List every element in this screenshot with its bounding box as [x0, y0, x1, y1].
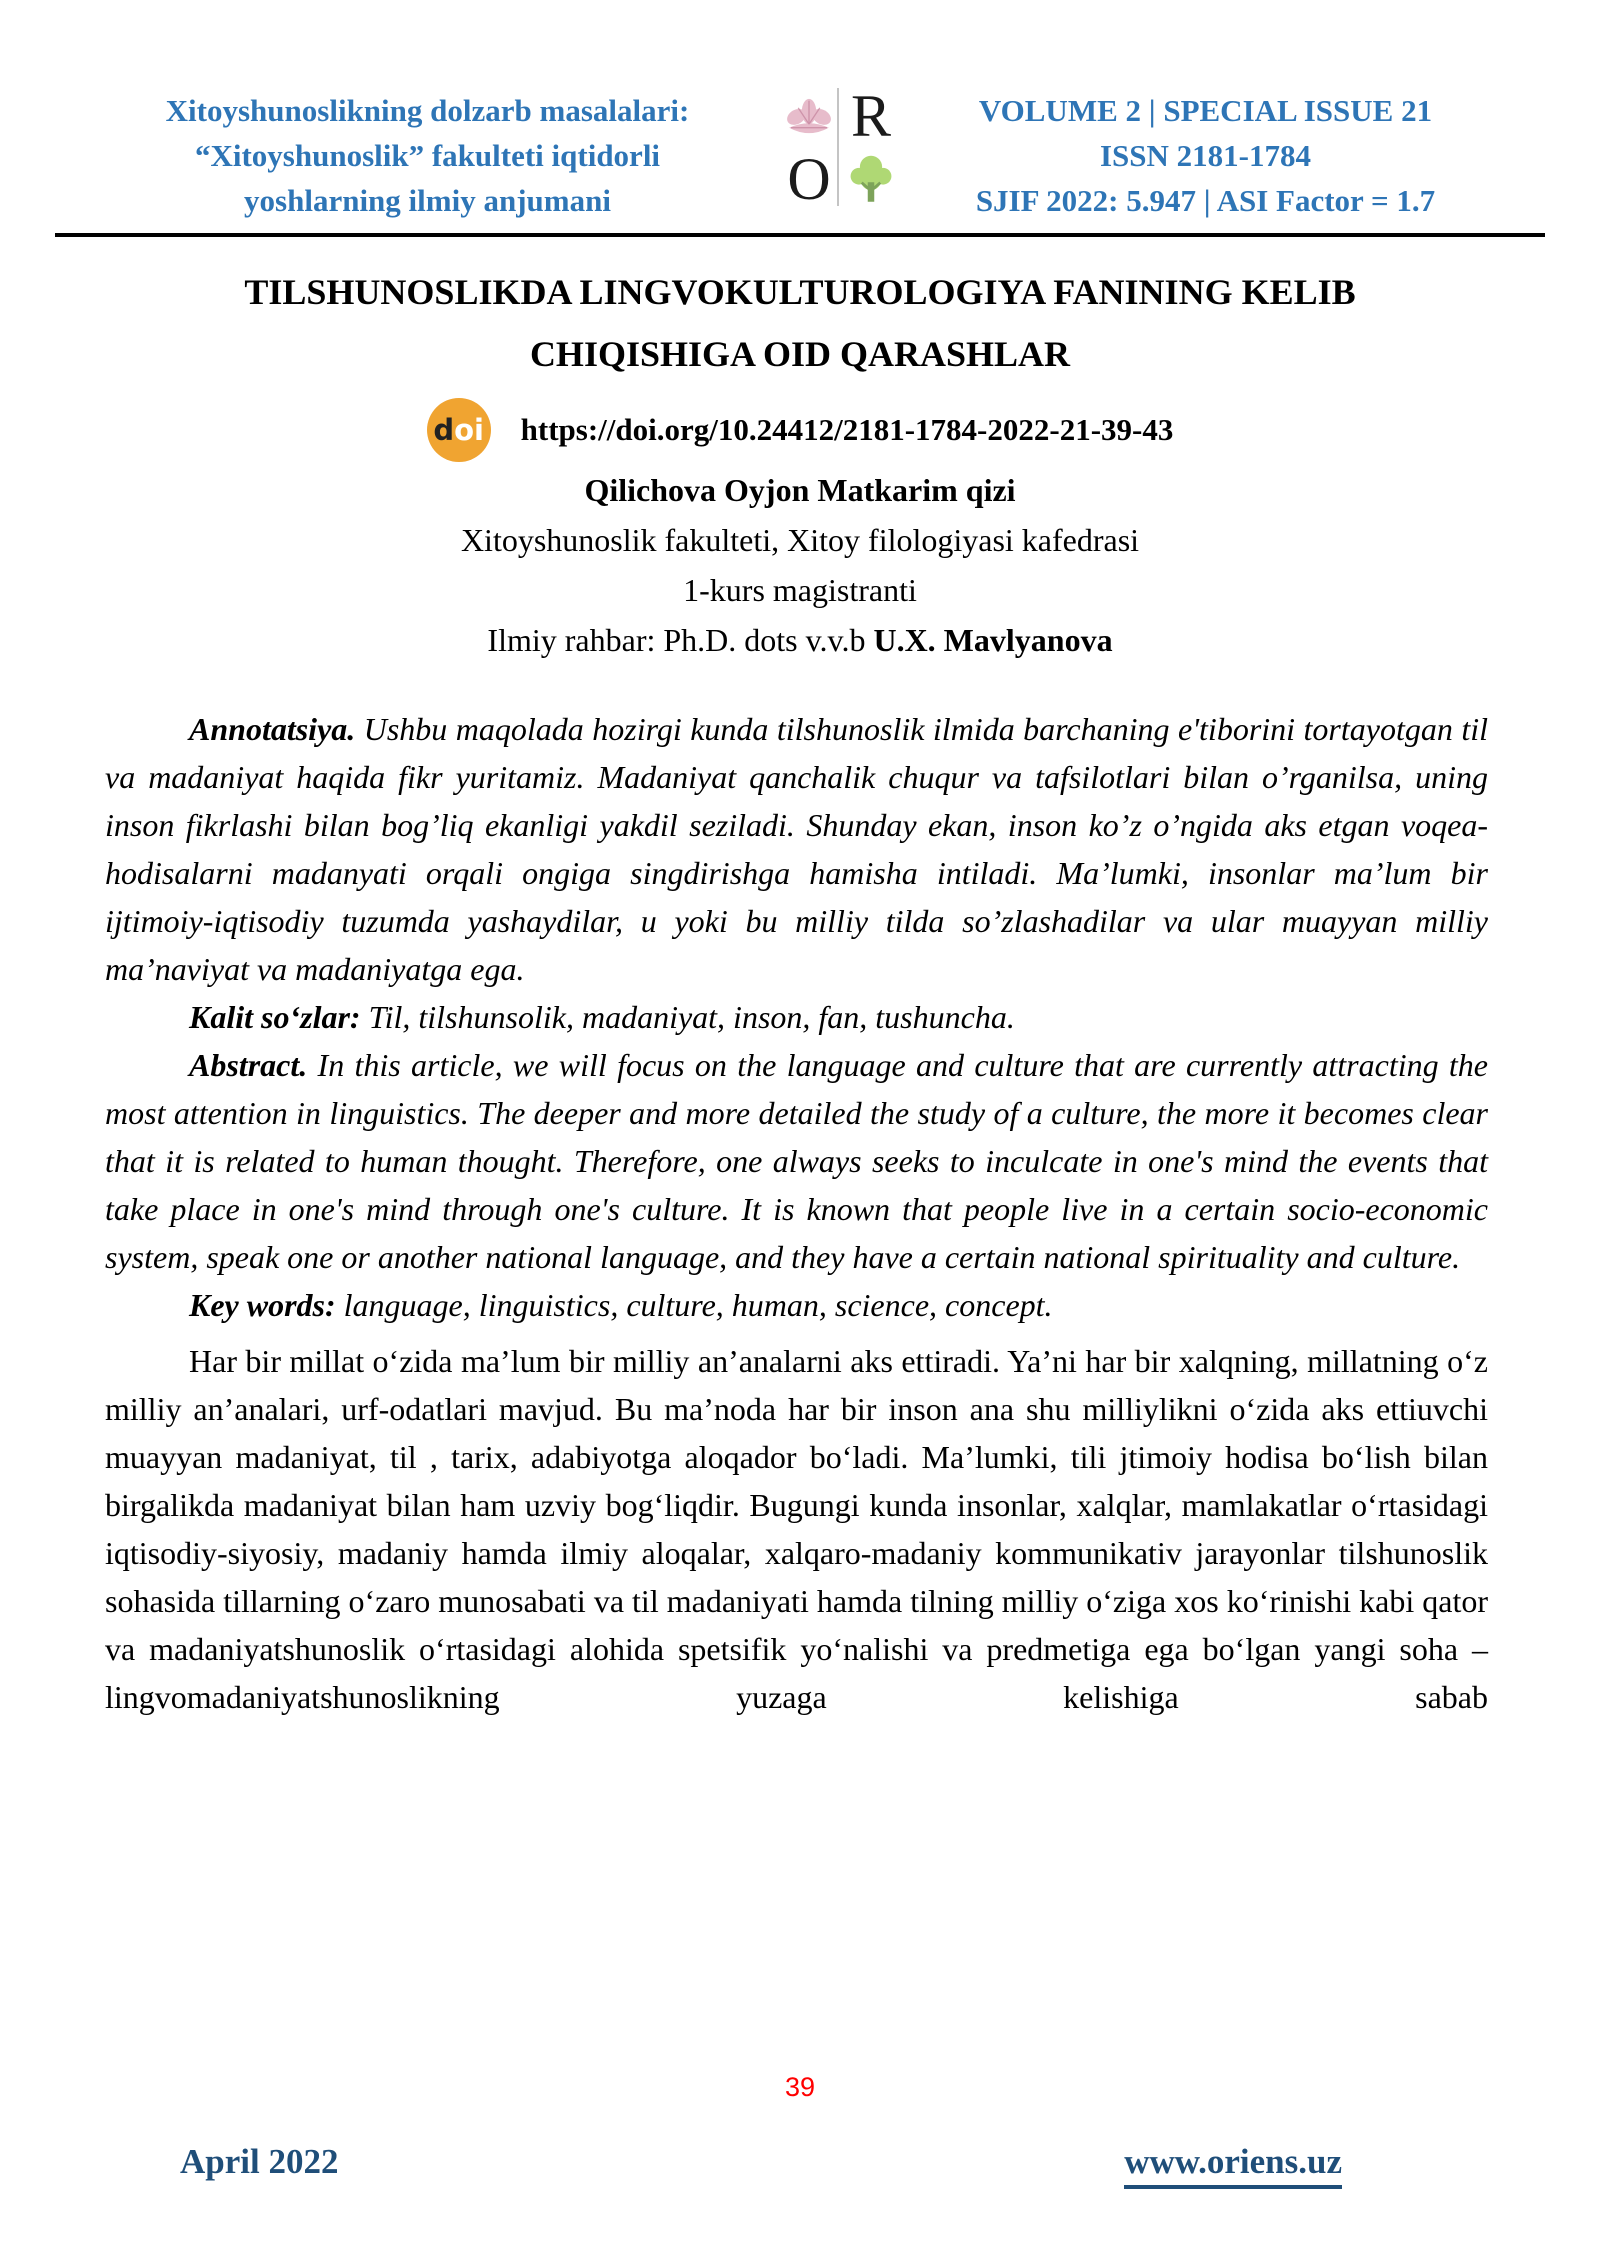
abstract-text: In this article, we will focus on the language and culture that are currently attracting the most attention in linguistics. The deeper and more detailed the study of a culture, the more it becomes clear that it is related to human thought. Therefore, one always seeks to inculcate in one's mind the events that take place in one's mind through one's culture. It is known that people live in a certain socio-economic system, speak one or another national language, and they have a certain national spirituality and culture.	[105, 1047, 1488, 1275]
author-block	[0, 465, 1600, 665]
abstract-label: Abstract.	[189, 1047, 308, 1083]
doi-icon	[427, 398, 491, 462]
author-name: Qilichova Oyjon Matkarim qizi	[584, 472, 1016, 508]
supervisor-line	[0, 615, 1600, 665]
author-affiliation: Xitoyshunoslik fakulteti, Xitoy filologiyasi kafedrasi	[460, 522, 1140, 558]
conference-title	[120, 88, 735, 223]
issue-info	[938, 88, 1473, 223]
header-divider-line	[55, 233, 1545, 237]
doi-link[interactable]: https://doi.org/10.24412/2181-1784-2022-21-39-43	[520, 412, 1174, 447]
english-keywords-label: Key words:	[189, 1287, 336, 1323]
issue-issn: ISSN 2181-1784	[1099, 138, 1311, 173]
issue-volume: VOLUME 2 | SPECIAL ISSUE 21	[978, 93, 1433, 128]
footer	[180, 2142, 1342, 2189]
supervisor-name: U.X. Mavlyanova	[873, 622, 1113, 658]
doi-icon-oi: oi	[454, 413, 484, 447]
supervisor-label: Ilmiy rahbar: Ph.D. dots v.v.b	[487, 622, 874, 658]
issue-factors: SJIF 2022: 5.947 | ASI Factor = 1.7	[975, 183, 1436, 218]
logo-letter-o: O	[787, 147, 831, 210]
footer-date: April 2022	[180, 2142, 339, 2181]
doi-icon-d: d	[433, 413, 455, 447]
annotation-paragraph	[105, 705, 1488, 993]
uzbek-keywords	[105, 993, 1488, 1041]
website-link[interactable]: www.oriens.uz	[1124, 2142, 1342, 2189]
page-number: 39	[784, 2072, 816, 2102]
article-title-line2: CHIQISHIGA OID QARASHLAR	[529, 334, 1071, 374]
annotation-text: Ushbu maqolada hozirgi kunda tilshunoslik ilmida barchaning e'tiborini tortayotgan til va madaniyat haqida fikr yuritamiz. Madaniyat qanchalik chuqur va tafsilotlari bilan o’rganilsa, uning inson fikrlashi bilan bog’liq ekanligi yakdil seziladi. Shunday ekan, inson ko’z o’ngida aks etgan voqea-hodisalarni madanyati orqali ongiga singdirishga hamisha intiladi. Ma’lumki, insonlar ma’lum bir ijtimoiy-iqtisodiy tuzumda yashaydilar, u yoki bu milliy tilda so’zlashadilar va ular muayyan milliy ma’naviyat va madaniyatga ega.	[105, 711, 1488, 987]
conference-title-line: Xitoyshunoslikning dolzarb masalalari:	[165, 93, 690, 128]
logo-tree-icon	[840, 147, 902, 210]
article-title-line1: TILSHUNOSLIKDA LINGVOKULTUROLOGIYA FANINING KELIB	[244, 272, 1356, 312]
doi-row	[0, 397, 1600, 463]
annotation-label: Annotatsiya.	[189, 711, 356, 747]
conference-title-line: “Xitoyshunoslik” fakulteti iqtidorli	[194, 138, 661, 173]
body-paragraph: Har bir millat o‘zida ma’lum bir milliy an’analarni aks ettiradi. Ya’ni har bir xalqning, millatning o‘z milliy an’analari, urf-odatlari mavjud. Bu ma’noda har bir inson ana shu milliylikni o‘zida aks ettiuvchi muayyan madaniyat, til , tarix, adabiyotga aloqador bo‘ladi. Ma’lumki, tili jtimoiy hodisa bo‘lish bilan birgalikda madaniyat bilan ham uzviy bog‘liqdir. Bugungi kunda insonlar, xalqlar, mamlakatlar o‘rtasidagi iqtisodiy-siyosiy, madaniy hamda ilmiy aloqalar, xalqaro-madaniy kommunikativ jarayonlar tilshunoslik sohasida tillarning o‘zaro munosabati va til madaniyati hamda tilning milliy o‘ziga xos ko‘rinishi kabi qator va madaniyatshunoslik o‘rtasidagi alohida spetsifik yo‘nalishi va predmetiga ega bo‘lgan yangi soha – lingvomadaniyatshunoslikning yuzaga kelishiga sabab	[105, 1343, 1488, 1715]
journal-header	[0, 0, 1600, 233]
english-keywords-text: language, linguistics, culture, human, science, concept.	[335, 1287, 1053, 1323]
uzbek-keywords-label: Kalit so‘zlar:	[189, 999, 361, 1035]
oriens-journal-logo	[778, 84, 902, 210]
article-title	[0, 261, 1600, 385]
logo-divider	[837, 88, 839, 206]
conference-title-line: yoshlarning ilmiy anjumani	[244, 183, 611, 218]
logo-flower-icon	[778, 84, 840, 147]
author-degree: 1-kurs magistranti	[683, 572, 917, 608]
english-keywords	[105, 1281, 1488, 1329]
uzbek-keywords-text: Til, tilshunsolik, madaniyat, inson, fan, tushuncha.	[360, 999, 1015, 1035]
abstract-paragraph	[105, 1041, 1488, 1281]
logo-letter-r: R	[850, 84, 892, 147]
